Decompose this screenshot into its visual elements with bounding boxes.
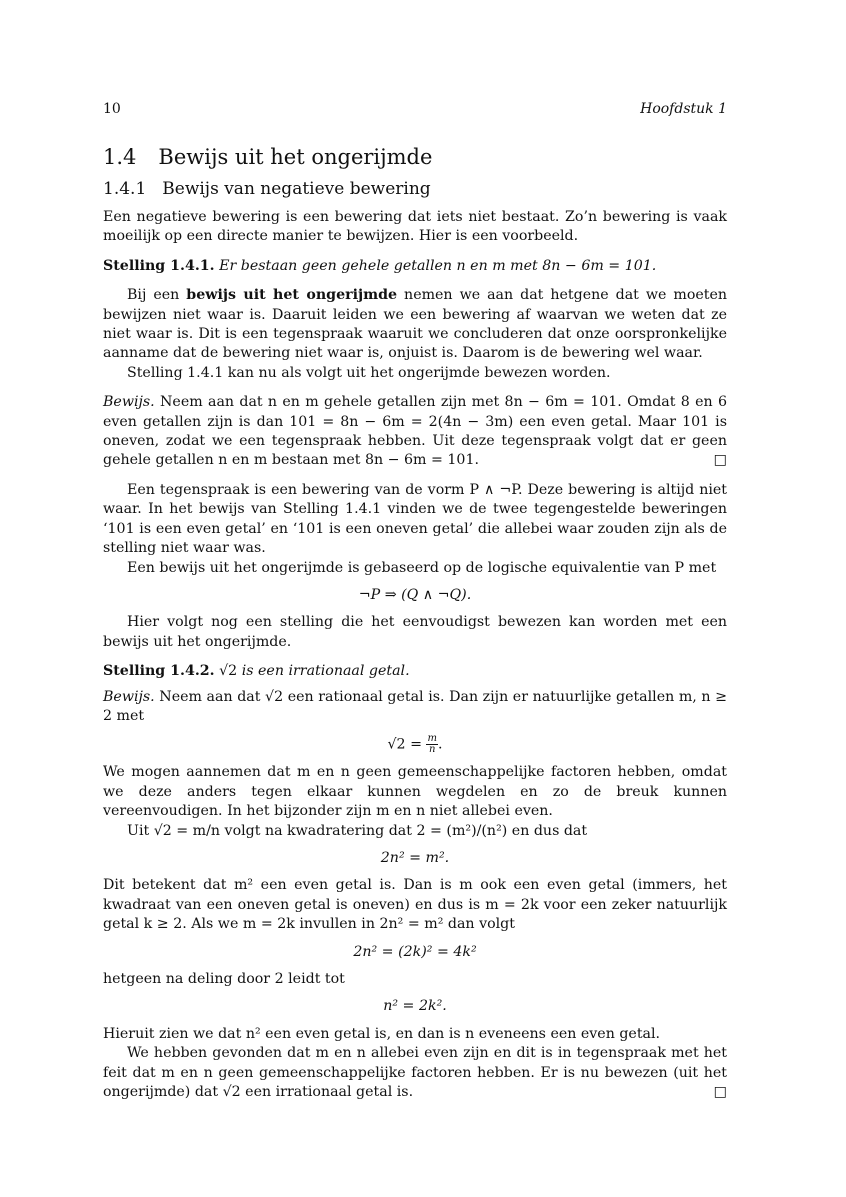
proof-1-label: Bewijs. xyxy=(103,394,155,411)
proof-2-label: Bewijs. xyxy=(103,688,155,705)
theorem-1 xyxy=(103,257,727,276)
theorem-1-label: Stelling 1.4.1. xyxy=(103,257,215,274)
equation-n2-2k2: n² = 2k². xyxy=(383,998,447,1015)
theorem-2-label: Stelling 1.4.2. xyxy=(103,663,215,680)
theorem-2-text: is een irrationaal getal. xyxy=(237,663,410,680)
paragraph-proof-by-contradiction xyxy=(103,286,727,364)
paragraph-division: hetgeen na deling door 2 leidt tot xyxy=(103,971,345,987)
section-heading xyxy=(103,144,727,170)
proof-2-text-a: Neem aan dat xyxy=(154,688,266,705)
running-header xyxy=(103,100,727,122)
p2-bold-term: bewijs uit het ongerijmde xyxy=(186,287,398,304)
equation-equivalence: ¬P ⇒ (Q ∧ ¬Q). xyxy=(358,586,472,603)
proof-2-start xyxy=(103,688,727,727)
eq2-end: . xyxy=(437,736,443,753)
theorem-1-text: Er bestaan geen gehele getallen n en m met 8n − 6m = 101. xyxy=(219,257,657,274)
fraction-denominator: n xyxy=(429,744,436,756)
chapter-label: Hoofdstuk 1 xyxy=(640,101,727,117)
eq2-lhs: √2 = xyxy=(387,736,427,753)
subsection-number: 1.4.1 xyxy=(103,179,147,199)
theorem-2 xyxy=(103,662,727,681)
page xyxy=(103,100,727,1102)
paragraph-equivalence: Een bewijs uit het ongerijmde is gebaseerd op de logische equivalentie van P met xyxy=(127,559,717,576)
paragraph-transition: Stelling 1.4.1 kan nu als volgt uit het ongerijmde bewezen worden. xyxy=(127,364,611,381)
section-number: 1.4 xyxy=(103,145,137,169)
paragraph-intro: Een negatieve bewering is een bewering dat iets niet bestaat. Zo’n bewering is vaak moeilijk op een directe manier te bewijzen. Hier is een voorbeeld. xyxy=(103,209,727,245)
page-number: 10 xyxy=(103,101,121,117)
paragraph-m-even: Dit betekent dat m² een even getal is. Dan is m ook een even getal (immers, het kwadraat van een oneven getal is oneven) en dus is m = 2k voor een zeker natuurlijk getal k ≥ 2. Als we m = 2k invullen in 2n² = m² dan volgt xyxy=(103,877,727,933)
p2-post: nemen we aan dat hetgene dat we moeten bewijzen niet waar is. Daaruit leiden we een bewering af waarvan we weten dat ze niet waar is. Dit is een tegenspraak waaruit we concluderen dat onze oorspronkelijke aanname dat de bewering niet waar is, onjuist is. Daarom is de bewering wel waar. xyxy=(103,287,728,362)
subsection-title: Bewijs van negatieve bewering xyxy=(162,179,431,199)
paragraph-n-even: Hieruit zien we dat n² een even getal is, en dan is n eveneens een even getal. xyxy=(103,1025,661,1042)
paragraph-next-theorem: Hier volgt nog een stelling die het eenvoudigst bewezen kan worden met een bewijs uit het ongerijmde. xyxy=(103,614,727,650)
proof-1 xyxy=(103,393,727,471)
equation-substitution: 2n² = (2k)² = 4k² xyxy=(353,943,477,960)
fraction-m-over-n xyxy=(426,734,437,755)
equation-2n2-m2: 2n² = m². xyxy=(380,849,450,866)
p2-pre: Bij een xyxy=(127,287,187,304)
proof-2-sqrt: √2 xyxy=(265,688,284,705)
proof-1-text: Neem aan dat n en m gehele getallen zijn met 8n − 6m = 101. Omdat 8 en 6 even getallen zijn is dan 101 = 8n − 6m = 2(4n − 3m) een even getal. Maar 101 is oneven, zodat we een tegenspraak hebben. Uit deze tegenspraak volgt dat er geen gehele getallen n en m bestaan met 8n − 6m = 101. xyxy=(103,394,727,469)
paragraph-squaring: Uit √2 = m/n volgt na kwadratering dat 2 = (m²)/(n²) en dus dat xyxy=(127,822,588,839)
paragraph-contradiction-definition: Een tegenspraak is een bewering van de vorm P ∧ ¬P. Deze bewering is altijd niet waar. In het bewijs van Stelling 1.4.1 vinden we de twee tegengestelde beweringen ‘101 is een even getal’ en ‘101 is een oneven getal’ die allebei waar zouden zijn als de stelling niet waar was. xyxy=(103,481,727,557)
section-title: Bewijs uit het ongerijmde xyxy=(158,145,433,169)
conclusion-text: We hebben gevonden dat m en n allebei even zijn en dit is in tegenspraak met het feit dat m en n geen gemeenschappelijke factoren hebben. Er is nu bewezen (uit het ongerijmde) dat √2 een irrationaal getal is. xyxy=(103,1045,727,1101)
paragraph-conclusion xyxy=(103,1044,727,1102)
proof-2-text-b: een rationaal getal is. Dan zijn er natuurlijke getallen m, n ≥ 2 met xyxy=(103,688,727,724)
subsection-heading xyxy=(103,178,727,200)
qed-symbol: □ xyxy=(713,452,727,469)
qed-symbol-2: □ xyxy=(713,1084,727,1101)
fraction-numerator: m xyxy=(427,733,437,745)
paragraph-no-common-factors: We mogen aannemen dat m en n geen gemeenschappelijke factoren hebben, omdat we deze anders tegen elkaar kunnen wegdelen en zo de breuk kunnen vereenvoudigen. In het bijzonder zijn m en n niet allebei even. xyxy=(103,764,727,820)
theorem-2-sqrt: √2 xyxy=(219,663,238,680)
equation-sqrt-fraction xyxy=(103,734,727,755)
